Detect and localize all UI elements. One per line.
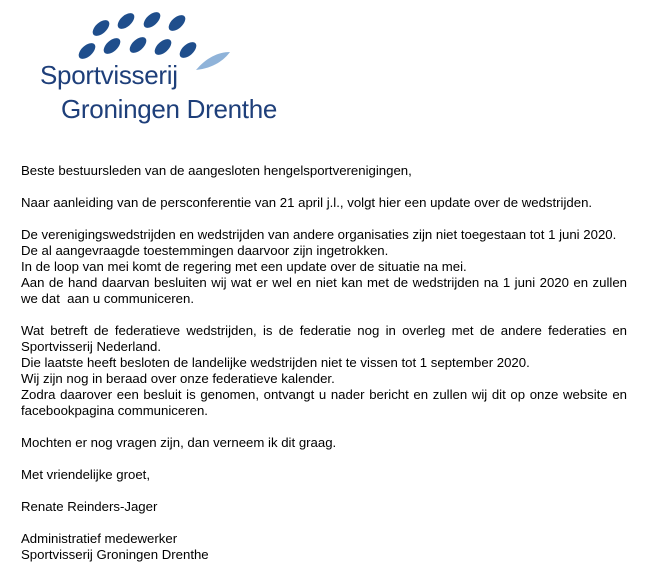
salutation: Beste bestuursleden van de aangesloten hengelsportverenigingen, [21, 163, 412, 178]
paragraph-line: Wat betreft de federatieve wedstrijden, is de federatie nog in overleg met de andere federaties en [21, 323, 627, 338]
signatory-name: Renate Reinders-Jager [21, 499, 158, 514]
signature-block [21, 531, 627, 563]
paragraph-line: Zodra daarover een besluit is genomen, ontvangt u nader bericht en zullen wij dit op onze website en [21, 387, 627, 402]
signatory-organization: Sportvisserij Groningen Drenthe [21, 547, 209, 562]
paragraph-line: Wij zijn nog in beraad over onze federatieve kalender. [21, 371, 335, 386]
paragraph-line: Sportvisserij Nederland. [21, 339, 161, 354]
organization-logo [38, 6, 278, 128]
club-competitions-paragraph [21, 227, 627, 307]
letter-body [21, 163, 627, 563]
paragraph-line: Aan de hand daarvan besluiten wij wat er wel en niet kan met de wedstrijden na 1 juni 2020 en zullen [21, 275, 627, 290]
paragraph-line: we dat aan u communiceren. [21, 291, 194, 306]
intro-paragraph: Naar aanleiding van de persconferentie van 21 april j.l., volgt hier een update over de wedstrijden. [21, 195, 593, 210]
logo-text-region: Groningen Drenthe [61, 94, 278, 124]
signatory-role: Administratief medewerker [21, 531, 178, 546]
federation-competitions-paragraph [21, 323, 627, 419]
logo-text-sportvisserij: Sportvisserij [40, 60, 178, 90]
closing-greeting: Met vriendelijke groet, [21, 467, 151, 482]
paragraph-line: De verenigingswedstrijden en wedstrijden van andere organisaties zijn niet toegestaan tot 1 juni 2020. [21, 227, 617, 242]
questions-sentence: Mochten er nog vragen zijn, dan verneem ik dit graag. [21, 435, 337, 450]
paragraph-line: Die laatste heeft besloten de landelijke wedstrijden niet te vissen tot 1 september 2020. [21, 355, 530, 370]
paragraph-line: facebookpagina communiceren. [21, 403, 208, 418]
paragraph-line: De al aangevraagde toestemmingen daarvoor zijn ingetrokken. [21, 243, 389, 258]
paragraph-line: In de loop van mei komt de regering met een update over de situatie na mei. [21, 259, 467, 274]
